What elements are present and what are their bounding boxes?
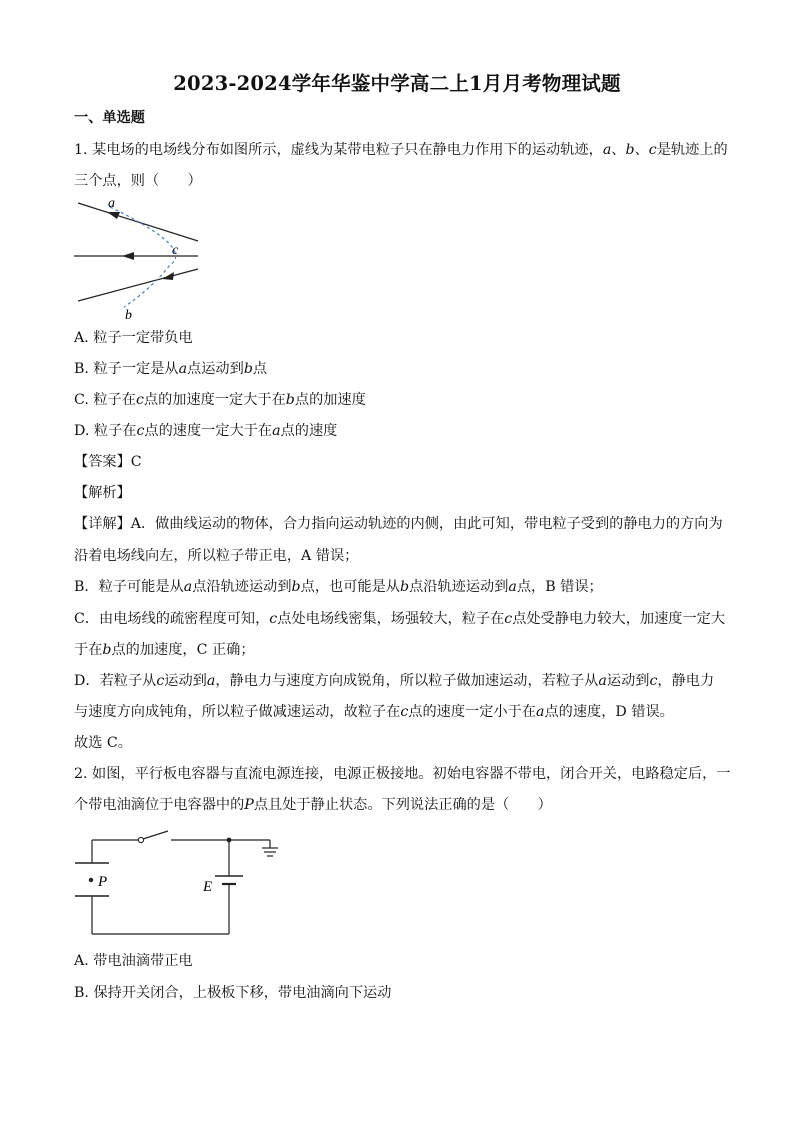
label-p: P — [98, 874, 108, 890]
particle-trajectory — [110, 207, 176, 307]
q2-option-a: A. 带电油滴带正电 — [74, 953, 193, 969]
upper-arrow-icon — [107, 212, 120, 219]
q1-detail-line6: D．若粒子从c运动到a，静电力与速度方向成锐角，所以粒子做加速运动，若粒子从a运动到c，静电力 — [74, 673, 715, 689]
oil-drop — [89, 878, 93, 882]
q2-stem-line1: 2. 如图，平行板电容器与直流电源连接，电源正极接地。初始电容器不带电，闭合开关，电路稳定后，一 — [74, 766, 731, 782]
q1-detail-line7: 与速度方向成钝角，所以粒子做减速运动，故粒子在c点的速度一定小于在a点的速度，D 错误。 — [74, 704, 674, 720]
q1-detail-line4: C．由电场线的疏密程度可知，c点处电场线密集，场强较大，粒子在c点处受静电力较大，加速度一定大 — [74, 611, 726, 627]
q2-circuit-figure — [72, 828, 292, 940]
section-heading: 一、单选题 — [74, 110, 145, 126]
label-b: b — [125, 308, 132, 323]
page-title: 2023-2024学年华鉴中学高二上1月月考物理试题 — [173, 72, 621, 95]
q1-option-d: D. 粒子在c点的速度一定大于在a点的速度 — [74, 423, 338, 439]
q2-stem-line2: 个带电油滴位于电容器中的P点且处于静止状态。下列说法正确的是（ ） — [74, 797, 552, 813]
q1-answer: 【答案】C — [74, 454, 142, 470]
q1-option-a: A. 粒子一定带负电 — [74, 330, 193, 346]
q1-stem-line2: 三个点，则（ ） — [74, 173, 202, 189]
middle-arrow-icon — [122, 252, 134, 260]
q1-conclusion: 故选 C。 — [74, 735, 132, 751]
q2-option-b: B. 保持开关闭合，上极板下移，带电油滴向下运动 — [74, 985, 392, 1001]
q1-detail-line1: 【详解】A．做曲线运动的物体，合力指向运动轨迹的内侧，由此可知，带电粒子受到的静电力的方向为 — [74, 516, 723, 532]
label-a: a — [108, 196, 115, 211]
q1-detail-line2: 沿着电场线向左，所以粒子带正电，A 错误； — [74, 548, 359, 564]
q1-option-c: C. 粒子在c点的加速度一定大于在b点的加速度 — [74, 392, 366, 408]
label-e: E — [203, 879, 213, 895]
label-c: c — [172, 243, 179, 258]
switch-blade — [143, 831, 168, 839]
q1-stem-line1: 1. 某电场的电场线分布如图所示，虚线为某带电粒子只在静电力作用下的运动轨迹，a、b、c是轨迹上的 — [74, 142, 728, 158]
q1-analysis-label: 【解析】 — [74, 485, 131, 501]
switch-contact — [138, 837, 143, 842]
q1-detail-line3: B．粒子可能是从a点沿轨迹运动到b点，也可能是从b点沿轨迹运动到a点，B 错误； — [74, 579, 603, 595]
lower-arrow-icon — [162, 272, 174, 280]
q1-detail-line5: 于在b点的加速度，C 正确； — [74, 642, 255, 658]
q1-option-b: B. 粒子一定是从a点运动到b点 — [74, 361, 268, 377]
q1-field-figure — [70, 193, 205, 323]
